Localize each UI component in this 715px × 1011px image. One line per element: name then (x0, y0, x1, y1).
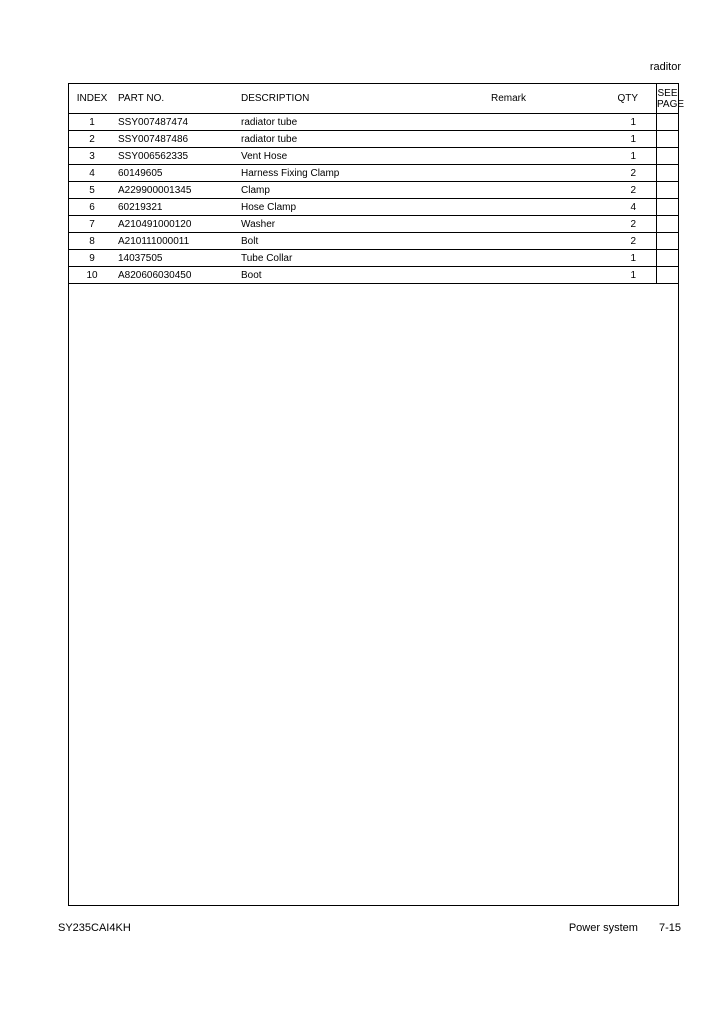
cell-description: Harness Fixing Clamp (237, 165, 471, 182)
cell-index: 10 (69, 267, 115, 284)
cell-qty: 1 (546, 114, 657, 131)
parts-table-body (69, 114, 678, 284)
cell-description: radiator tube (237, 131, 471, 148)
cell-index: 3 (69, 148, 115, 165)
cell-remark (471, 216, 546, 233)
cell-description: Bolt (237, 233, 471, 250)
table-row (69, 114, 678, 131)
cell-remark (471, 182, 546, 199)
column-header-description: DESCRIPTION (237, 84, 471, 114)
table-row (69, 131, 678, 148)
cell-remark (471, 114, 546, 131)
cell-part-no: A210111000011 (115, 233, 237, 250)
cell-see-page (657, 199, 679, 216)
cell-qty: 2 (546, 182, 657, 199)
cell-description: Hose Clamp (237, 199, 471, 216)
page-section-title: raditor (649, 61, 681, 73)
table-row (69, 182, 678, 199)
cell-index: 5 (69, 182, 115, 199)
footer-page-number: 7-15 (658, 922, 681, 934)
cell-description: radiator tube (237, 114, 471, 131)
cell-see-page (657, 148, 679, 165)
cell-part-no: 14037505 (115, 250, 237, 267)
cell-index: 7 (69, 216, 115, 233)
table-row (69, 216, 678, 233)
table-row (69, 199, 678, 216)
cell-part-no: SSY006562335 (115, 148, 237, 165)
cell-see-page (657, 131, 679, 148)
cell-see-page (657, 182, 679, 199)
column-header-see-page (657, 84, 685, 114)
footer-section: Power system (568, 922, 638, 934)
cell-see-page (657, 233, 679, 250)
footer-model: SY235CAI4KH (58, 922, 131, 934)
cell-description: Vent Hose (237, 148, 471, 165)
see-page-line1: SEE (657, 87, 678, 99)
cell-description: Washer (237, 216, 471, 233)
cell-index: 1 (69, 114, 115, 131)
cell-description: Clamp (237, 182, 471, 199)
cell-part-no: A210491000120 (115, 216, 237, 233)
table-row (69, 233, 678, 250)
column-header-part-no: PART NO. (115, 84, 237, 114)
cell-qty: 1 (546, 148, 657, 165)
column-header-qty: QTY (546, 84, 657, 114)
table-row (69, 267, 678, 284)
cell-qty: 1 (546, 131, 657, 148)
cell-remark (471, 148, 546, 165)
table-row (69, 165, 678, 182)
parts-table-header (69, 84, 685, 114)
cell-part-no: A820606030450 (115, 267, 237, 284)
cell-see-page (657, 216, 679, 233)
table-row (69, 148, 678, 165)
cell-qty: 1 (546, 267, 657, 284)
cell-qty: 4 (546, 199, 657, 216)
column-header-remark: Remark (471, 84, 546, 114)
cell-qty: 1 (546, 250, 657, 267)
parts-table (69, 84, 685, 284)
cell-remark (471, 131, 546, 148)
cell-description: Boot (237, 267, 471, 284)
see-page-line2: PAGE (657, 98, 685, 110)
cell-remark (471, 165, 546, 182)
cell-see-page (657, 165, 679, 182)
parts-list-frame (68, 83, 685, 906)
cell-index: 8 (69, 233, 115, 250)
cell-index: 6 (69, 199, 115, 216)
cell-index: 2 (69, 131, 115, 148)
cell-part-no: SSY007487486 (115, 131, 237, 148)
cell-part-no: 60219321 (115, 199, 237, 216)
header-row (69, 84, 678, 114)
cell-part-no: A229900001345 (115, 182, 237, 199)
cell-remark (471, 199, 546, 216)
column-header-index: INDEX (69, 84, 115, 114)
cell-remark (471, 250, 546, 267)
cell-remark (471, 267, 546, 284)
cell-see-page (657, 250, 679, 267)
cell-qty: 2 (546, 165, 657, 182)
cell-part-no: SSY007487474 (115, 114, 237, 131)
cell-part-no: 60149605 (115, 165, 237, 182)
footer-page-info (569, 922, 681, 934)
cell-remark (471, 233, 546, 250)
cell-qty: 2 (546, 216, 657, 233)
table-row (69, 250, 678, 267)
cell-description: Tube Collar (237, 250, 471, 267)
cell-see-page (657, 267, 679, 284)
cell-index: 4 (69, 165, 115, 182)
cell-qty: 2 (546, 233, 657, 250)
cell-see-page (657, 114, 679, 131)
cell-index: 9 (69, 250, 115, 267)
